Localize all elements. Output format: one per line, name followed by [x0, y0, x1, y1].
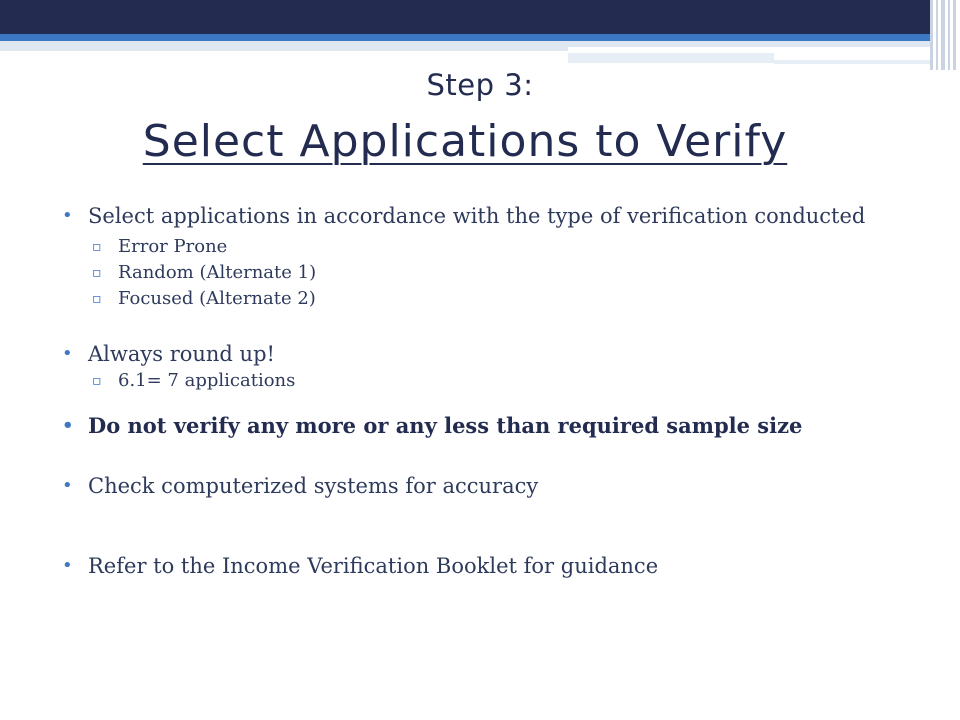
sub-bullet-item	[62, 234, 872, 260]
stripe	[948, 0, 950, 70]
stripe	[936, 0, 938, 70]
header-right-stripes	[928, 0, 960, 70]
header-decoration	[0, 0, 960, 70]
stripe	[941, 0, 945, 70]
header-light-band-lower-right	[774, 60, 930, 64]
bullet-text: Select applications in accordance with the type of verification conducted	[88, 204, 866, 228]
square-bullet-icon: ▫	[92, 239, 102, 255]
sub-bullet-item	[62, 260, 872, 286]
sub-bullet-text: Error Prone	[118, 236, 228, 257]
slide-body	[62, 204, 872, 578]
bullet-dot-icon: •	[62, 343, 73, 364]
square-bullet-icon: ▫	[92, 265, 102, 281]
bullet-item-emphasis	[62, 414, 872, 438]
sub-bullet-text: 6.1= 7 applications	[118, 370, 296, 391]
header-white-line	[568, 47, 888, 50]
bullet-text: Check computerized systems for accuracy	[88, 474, 539, 498]
slide-title: Select Applications to Verify	[142, 116, 788, 167]
bullet-dot-icon: •	[62, 415, 74, 436]
bullet-text: Refer to the Income Verification Booklet for guidance	[88, 554, 659, 578]
sub-bullet-item	[62, 286, 872, 312]
bullet-text: Always round up!	[88, 342, 275, 366]
bullet-item	[62, 204, 872, 228]
bullet-dot-icon: •	[62, 555, 73, 576]
slide-step-label: Step 3:	[426, 68, 534, 102]
stripe	[953, 0, 956, 70]
bullet-dot-icon: •	[62, 475, 73, 496]
bullet-item	[62, 342, 872, 366]
sub-bullet-text: Random (Alternate 1)	[118, 262, 317, 283]
header-light-band	[0, 41, 568, 51]
bullet-dot-icon: •	[62, 205, 73, 226]
header-blue-band	[0, 34, 930, 41]
bullet-text: Do not verify any more or any less than required sample size	[88, 413, 803, 438]
sub-bullet-item	[62, 368, 872, 394]
header-navy-band	[0, 0, 930, 34]
sub-bullet-text: Focused (Alternate 2)	[118, 288, 316, 309]
stripe	[930, 0, 933, 70]
bullet-item	[62, 474, 872, 498]
header-light-band-lower	[568, 53, 774, 63]
bullet-item	[62, 554, 872, 578]
square-bullet-icon: ▫	[92, 373, 102, 389]
square-bullet-icon: ▫	[92, 291, 102, 307]
